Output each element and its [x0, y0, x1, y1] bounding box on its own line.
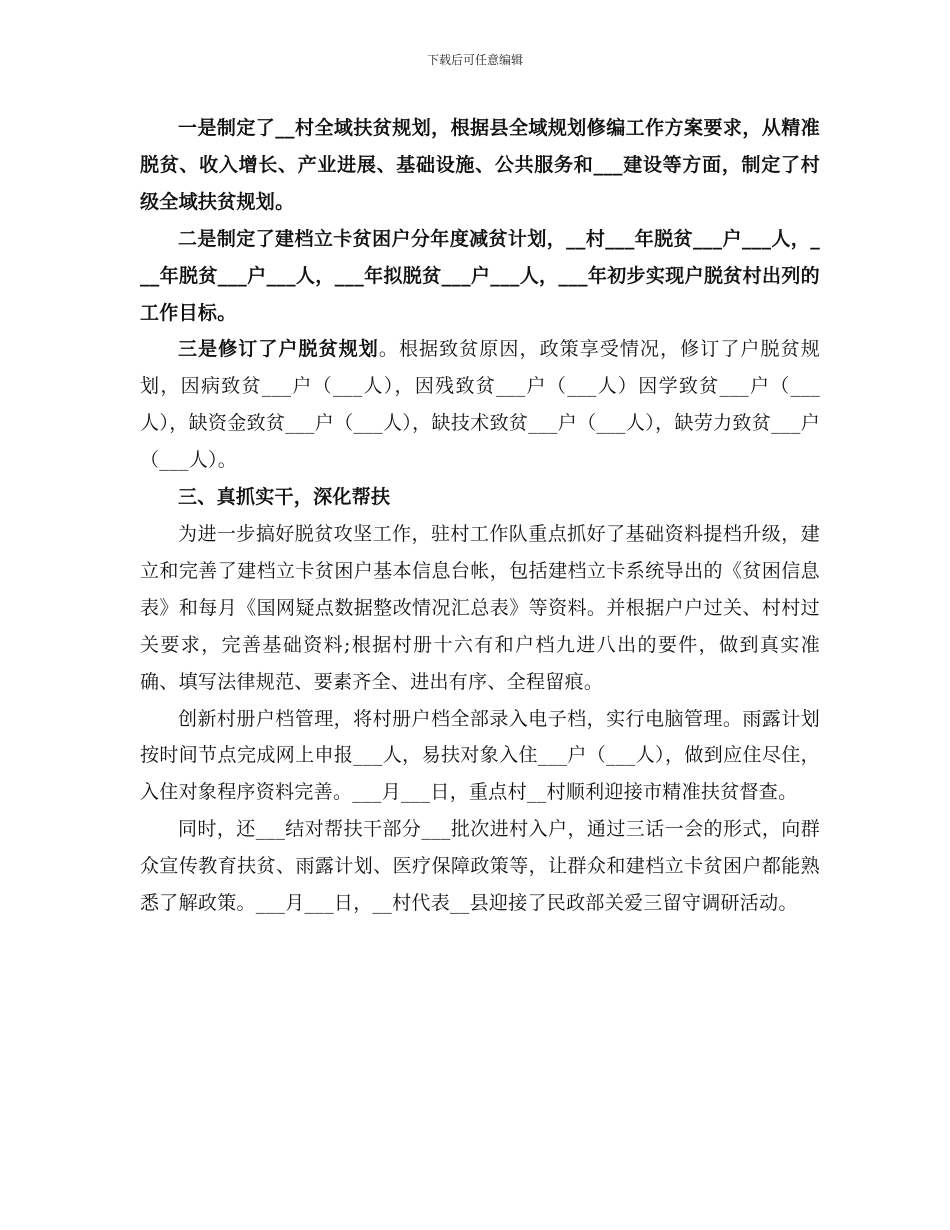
paragraph-policy-publicity: 同时，还___结对帮扶干部分___批次进村入户，通过三话一会的形式，向群众宣传教育扶贫、雨露计划、医疗保障政策等，让群众和建档立卡贫困户都能熟悉了解政策。___月___日，__村代表__县迎接了民政部关爱三留守调研活动。: [140, 818, 820, 915]
paragraph-basic-data: 为进一步搞好脱贫攻坚工作，驻村工作队重点抓好了基础资料提档升级，建立和完善了建档立卡贫困户基本信息台帐，包括建档立卡系统导出的《贫困信息表》和每月《国网疑点数据整改情况汇总表》等资料。并根据户户过关、村村过关要求，完善基础资料;根据村册十六有和户档九进八出的要件，做到真实准确、填写法律规范、要素齐全、进出有序、全程留痕。: [140, 522, 820, 693]
paragraph-household-plan-lead: 三是修订了户脱贫规划: [178, 338, 379, 361]
paragraph-plan: 一是制定了__村全域扶贫规划，根据县全域规划修编工作方案要求，从精准脱贫、收入增长、产业进展、基础设施、公共服务和___建设等方面，制定了村级全域扶贫规划。: [140, 117, 820, 213]
paragraph-archive-management: 创新村册户档管理，将村册户档全部录入电子档，实行电脑管理。雨露计划按时间节点完成网上申报___人，易扶对象入住___户（___人），做到应住尽住，入住对象程序资料完善。___月___日，重点村__村顺利迎接市精准扶贫督查。: [140, 707, 820, 804]
paragraph-household-plan: [140, 331, 820, 479]
section-heading: 三、真抓实干，深化帮扶: [178, 486, 391, 509]
paragraph-poverty-reduction-plan: 二是制定了建档立卡贫困户分年度减贫计划，__村___年脱贫___户___人，___年脱贫___户___人，___年拟脱贫___户___人，___年初步实现户脱贫村出列的工作目标。: [140, 227, 820, 324]
paragraph-household-plan-text: 。根据致贫原因，政策享受情况，修订了户脱贫规划，因病致贫___户（___人），因残致贫___户（___人）因学致贫___户（___人），缺资金致贫___户（___人），缺技术致贫___户（___人），缺劳力致贫___户（___人）。: [140, 338, 820, 472]
document-body: [140, 110, 820, 922]
page-header: 下载后可任意编辑: [426, 53, 523, 67]
